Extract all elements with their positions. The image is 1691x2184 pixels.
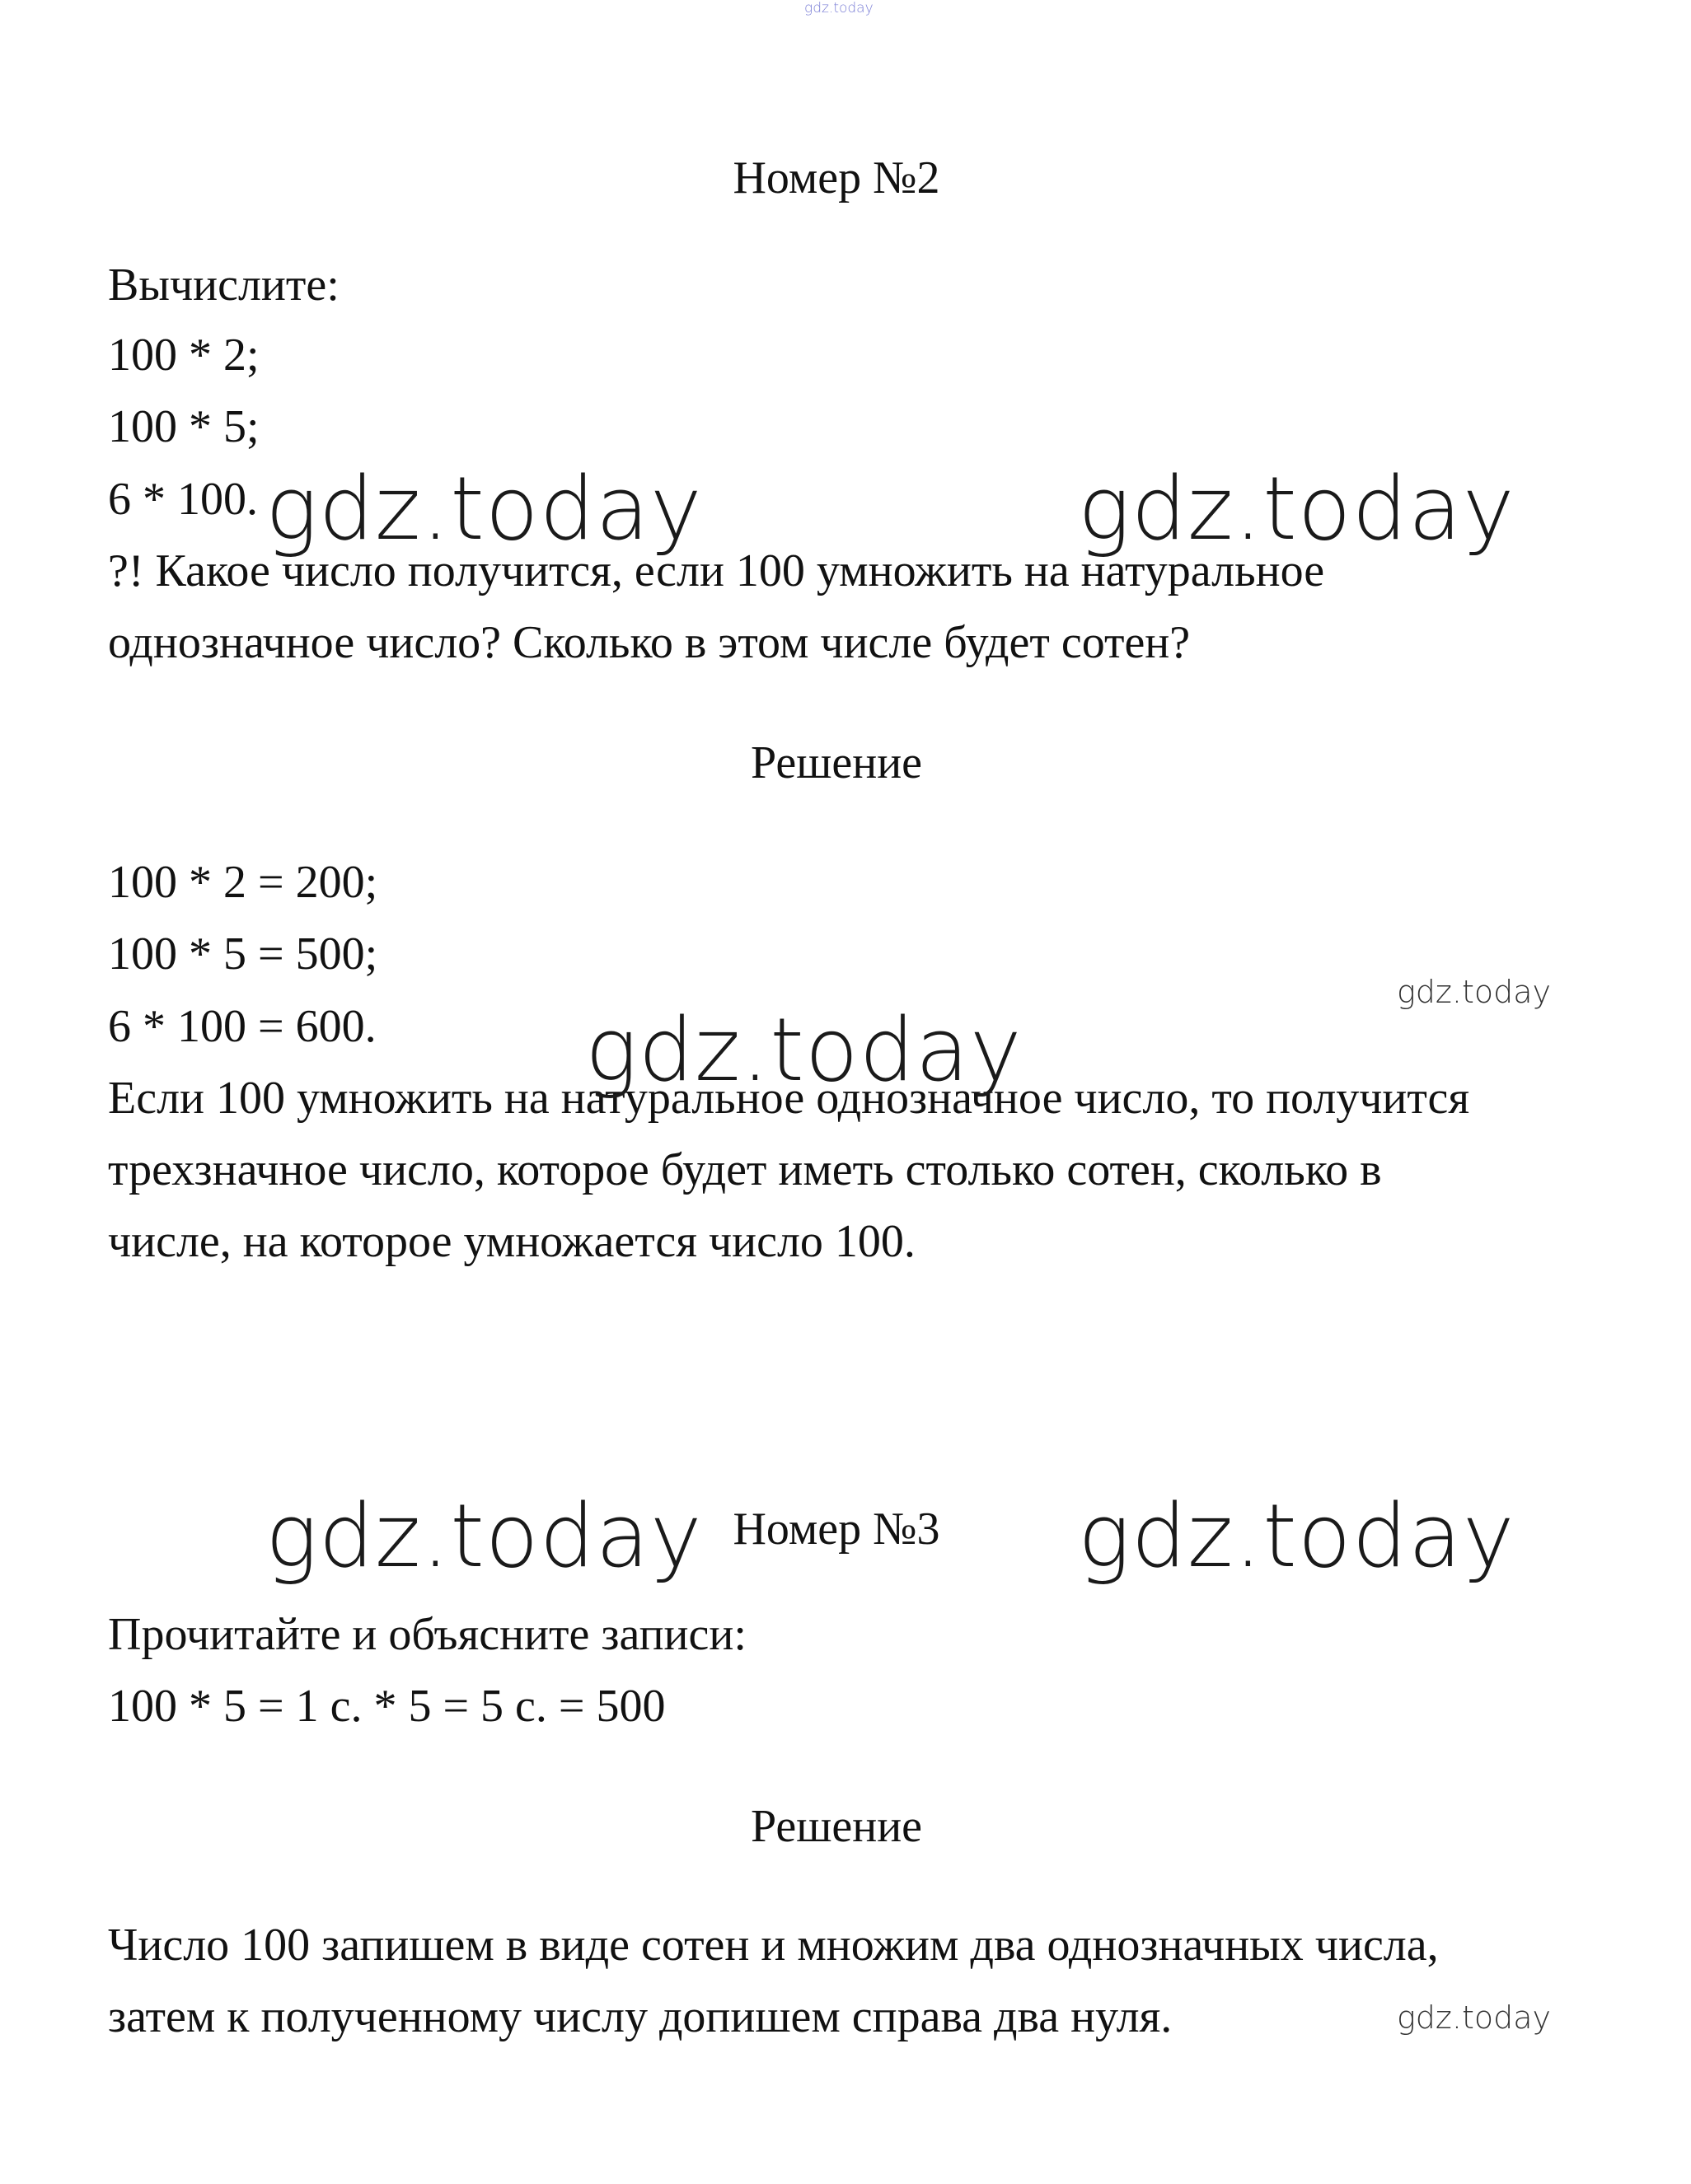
watermark-large-2: gdz.today (1078, 458, 1515, 559)
task2-prompt: Вычислите: (108, 260, 340, 311)
task3-explanation-line-1: Число 100 запишем в виде сотен и множим два однозначных числа, (108, 1920, 1439, 1971)
task2-question-line-2: однозначное число? Сколько в этом числе будет сотен? (108, 617, 1191, 668)
task3-record: 100 * 5 = 1 с. * 5 = 5 с. = 500 (108, 1681, 666, 1732)
task2-explanation-line-1: Если 100 умножить на натуральное однозначное число, то получится (108, 1073, 1470, 1124)
task3-prompt: Прочитайте и объясните записи: (108, 1609, 747, 1660)
task2-answer-3: 6 * 100 = 600. (108, 1001, 377, 1052)
task2-solution-title: Решение (750, 737, 923, 788)
task2-title: Номер №2 (733, 152, 940, 203)
task3-explanation-line-2: затем к полученному числу допишем справа два нуля. (108, 1991, 1173, 2042)
task2-expression-1: 100 * 2; (108, 330, 260, 381)
task2-explanation-line-2: трехзначное число, которое будет иметь столько сотен, сколько в (108, 1144, 1382, 1195)
watermark-large-5: gdz.today (1078, 1485, 1515, 1587)
task2-expression-3: 6 * 100. (108, 474, 258, 525)
task2-answer-1: 100 * 2 = 200; (108, 857, 378, 908)
watermark-small-2: gdz.today (1397, 1999, 1551, 2036)
task2-answer-2: 100 * 5 = 500; (108, 928, 378, 980)
watermark-large-1: gdz.today (265, 458, 703, 559)
task3-title: Номер №3 (733, 1504, 940, 1555)
watermark-small-1: gdz.today (1397, 974, 1551, 1010)
watermark-large-3: gdz.today (585, 999, 1023, 1101)
watermark-large-4: gdz.today (265, 1485, 703, 1587)
task2-explanation-line-3: числе, на которое умножается число 100. (108, 1216, 916, 1267)
task3-solution-title: Решение (750, 1801, 923, 1852)
task2-expression-2: 100 * 5; (108, 401, 260, 452)
task2-question-line-1: ?! Какое число получится, если 100 умножить на натуральное (108, 545, 1325, 596)
watermark-top: gdz.today (804, 0, 874, 16)
